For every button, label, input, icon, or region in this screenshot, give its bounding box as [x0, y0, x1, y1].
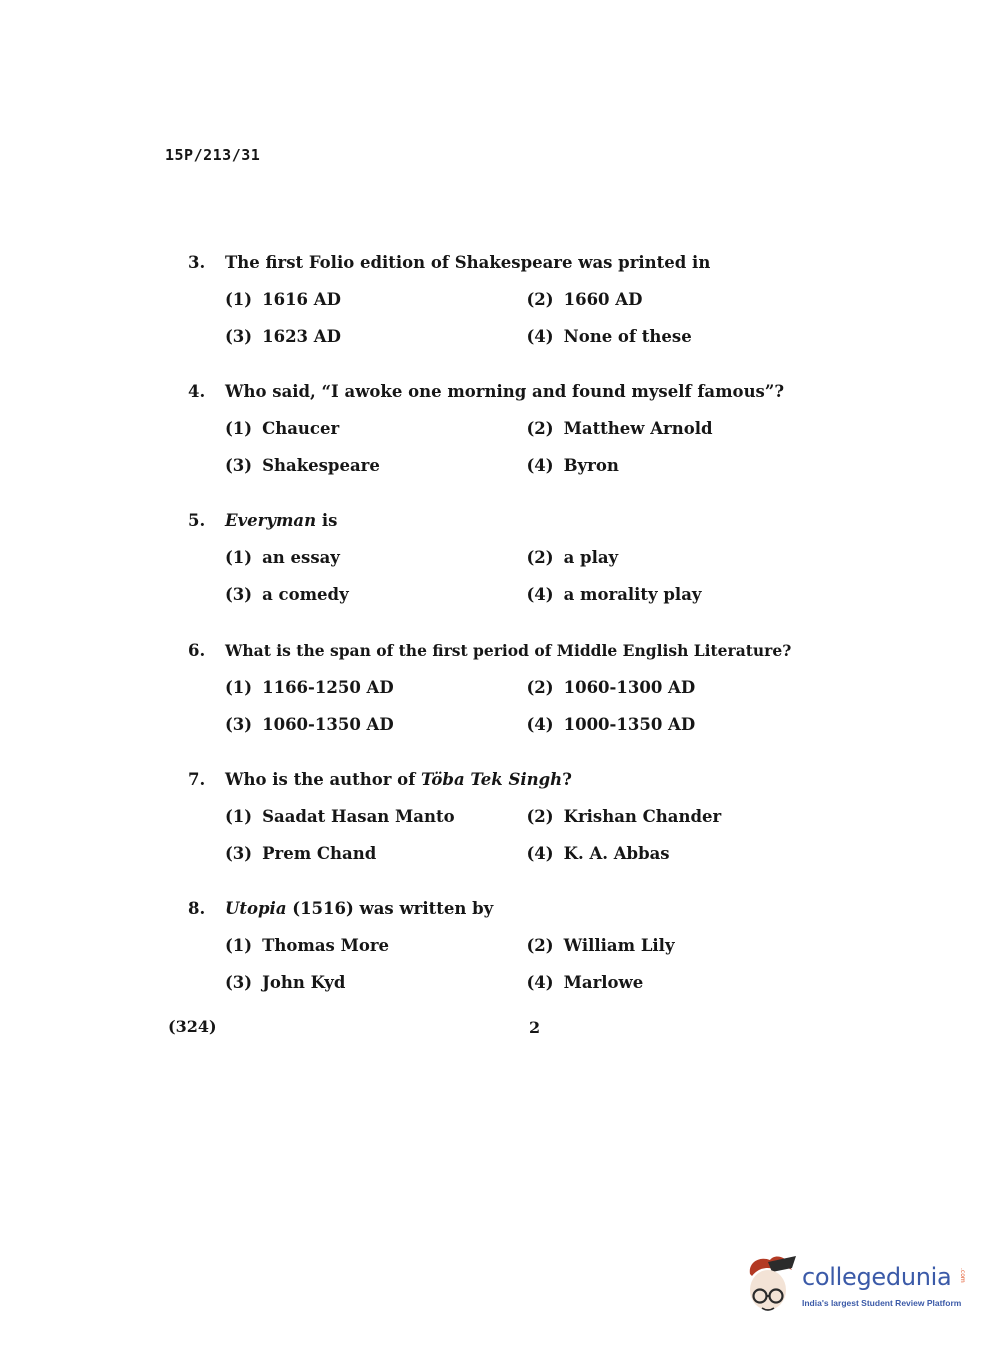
- question-text: What is the span of the first period of Middle English Literature?: [225, 641, 792, 660]
- question-5: [188, 511, 828, 609]
- option-1: (1) an essay: [225, 548, 340, 567]
- question-text: Utopia (1516) was written by: [225, 899, 494, 918]
- option-3: (3) John Kyd: [225, 973, 346, 992]
- option-1: (1) 1166-1250 AD: [225, 678, 394, 697]
- question-4: [188, 382, 828, 480]
- footer-code: (324): [168, 1017, 217, 1036]
- question-7: [188, 770, 828, 868]
- question-8: [188, 899, 828, 997]
- collegedunia-logo[interactable]: [742, 1250, 972, 1320]
- question-number: 5.: [188, 511, 206, 530]
- option-1: (1) Chaucer: [225, 419, 340, 438]
- option-4: (4) a morality play: [526, 585, 702, 604]
- question-number: 7.: [188, 770, 206, 789]
- logo-tagline: India's largest Student Review Platform: [802, 1298, 962, 1308]
- paper-code: 15P/213/31: [165, 146, 261, 164]
- question-text: Everyman is: [225, 511, 338, 530]
- question-3: [188, 253, 828, 351]
- question-text: Who is the author of Töba Tek Singh?: [225, 770, 572, 789]
- question-number: 3.: [188, 253, 206, 272]
- option-1: (1) Saadat Hasan Manto: [225, 807, 455, 826]
- question-number: 4.: [188, 382, 206, 401]
- question-number: 8.: [188, 899, 206, 918]
- option-4: (4) Marlowe: [526, 973, 644, 992]
- option-2: (2) 1660 AD: [526, 290, 643, 309]
- option-1: (1) 1616 AD: [225, 290, 341, 309]
- option-3: (3) 1623 AD: [225, 327, 341, 346]
- option-4: (4) K. A. Abbas: [526, 844, 670, 863]
- question-text: The first Folio edition of Shakespeare was printed in: [225, 253, 711, 272]
- option-4: (4) Byron: [526, 456, 619, 475]
- question-6: [188, 641, 828, 739]
- option-2: (2) 1060-1300 AD: [526, 678, 696, 697]
- logo-domain: .com: [959, 1268, 966, 1283]
- option-2: (2) a play: [526, 548, 619, 567]
- question-number: 6.: [188, 641, 206, 660]
- option-1: (1) Thomas More: [225, 936, 390, 955]
- option-4: (4) 1000-1350 AD: [526, 715, 696, 734]
- mascot-icon: [742, 1252, 800, 1316]
- option-3: (3) a comedy: [225, 585, 349, 604]
- page-number: 2: [529, 1018, 541, 1037]
- option-2: (2) William Lily: [526, 936, 675, 955]
- option-2: (2) Matthew Arnold: [526, 419, 713, 438]
- question-text: Who said, “I awoke one morning and found myself famous”?: [225, 382, 785, 401]
- option-3: (3) Prem Chand: [225, 844, 377, 863]
- logo-name: collegedunia: [802, 1263, 952, 1291]
- option-3: (3) 1060-1350 AD: [225, 715, 394, 734]
- option-4: (4) None of these: [526, 327, 692, 346]
- option-2: (2) Krishan Chander: [526, 807, 722, 826]
- option-3: (3) Shakespeare: [225, 456, 380, 475]
